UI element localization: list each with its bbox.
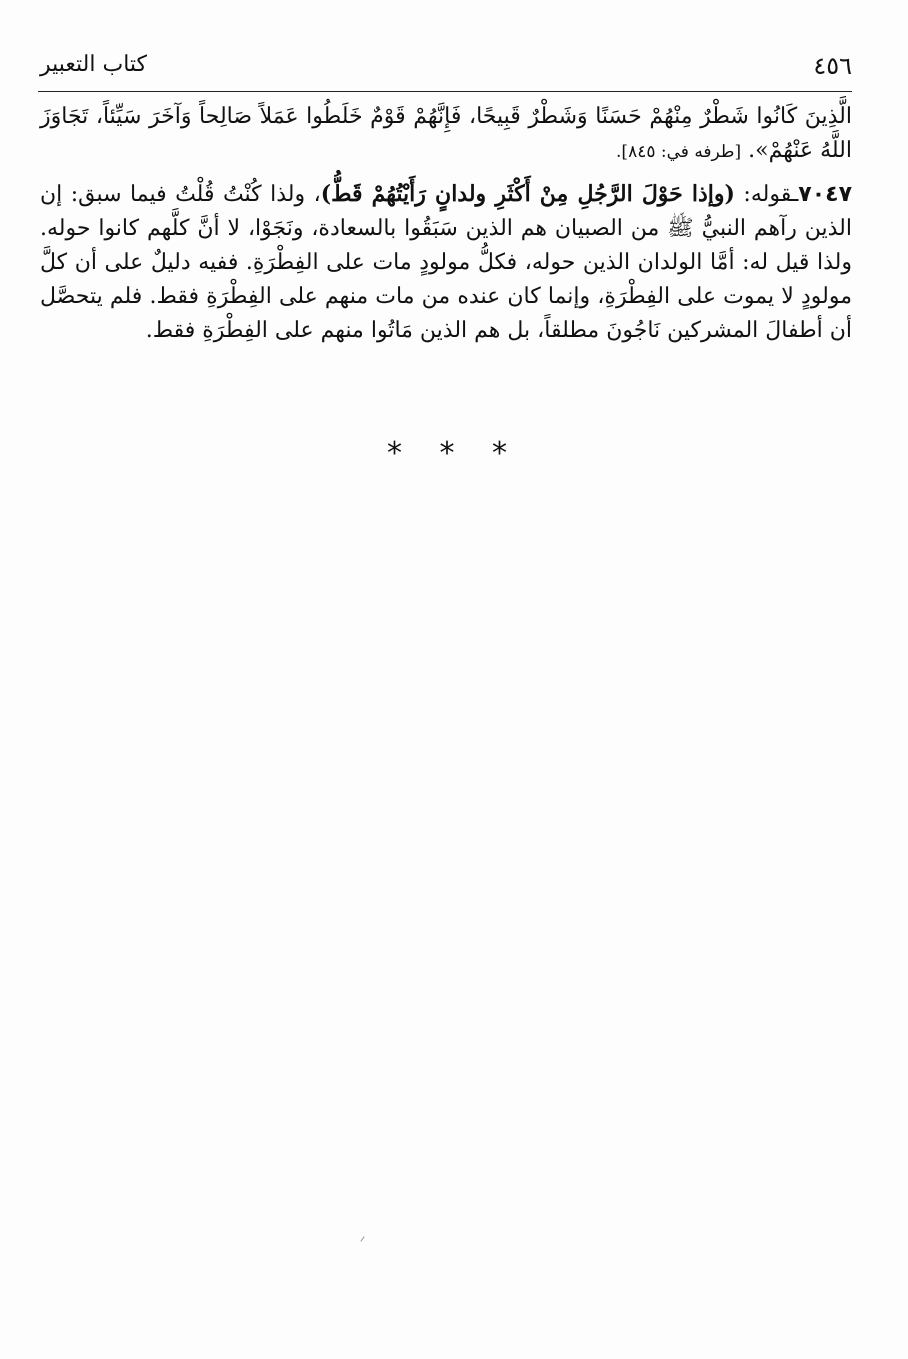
page-number: ٤٥٦: [813, 52, 852, 80]
commentary-quote: (وإذا حَوْلَ الرَّجُلِ مِنْ أَكْثَرِ ولدانٍ رَأَيْتُهُمْ قَطُّ): [320, 181, 735, 207]
cross-reference: [طرفه في: ٨٤٥].: [616, 142, 742, 162]
header-rule: [38, 91, 852, 92]
scan-speck: [360, 1236, 364, 1241]
page-header: [40, 50, 852, 90]
commentary-intro: قوله:: [734, 182, 792, 207]
hadith-number: ٧٠٤٧: [798, 182, 852, 207]
hadith-text: الَّذِينَ كَانُوا شَطْرٌ مِنْهُمْ حَسَنًا وَشَطْرٌ قَبِيحًا، فَإِنَّهُمْ قَوْمٌ خَلَطُوا عَمَلاً صَالِحاً وَآخَرَ سَيِّئاً، تَجَاوَزَ اللَّهُ عَنْهُمْ».: [40, 104, 852, 163]
section-separator: * * *: [386, 436, 522, 471]
number-dash: ـ: [791, 182, 799, 207]
commentary-paragraph: [40, 177, 852, 348]
commentary-body: ، ولذا كُنْتُ قُلْتُ فيما سبق: إن الذين رآهم النبيُّ ﷺ من الصبيان هم الذين سَبَقُوا بالسعادة، ونَجَوْا، لا أنَّ كلَّهم كانوا حوله. ولذا قيل له: أمَّا الولدان الذين حوله، فكلُّ مولودٍ مات على الفِطْرَةِ. ففيه دليلٌ على أن كلَّ مولودٍ لا يموت على الفِطْرَةِ، وإنما كان عنده من مات منهم على الفِطْرَةِ فقط. فلم يتحصَّل أن أطفالَ المشركين نَاجُونَ مطلقاً، بل هم الذين مَاتُوا منهم على الفِطْرَةِ فقط.: [40, 182, 852, 343]
hadith-continuation: [40, 100, 852, 169]
running-title: كتاب التعبير: [40, 52, 148, 77]
main-text: [40, 100, 852, 348]
